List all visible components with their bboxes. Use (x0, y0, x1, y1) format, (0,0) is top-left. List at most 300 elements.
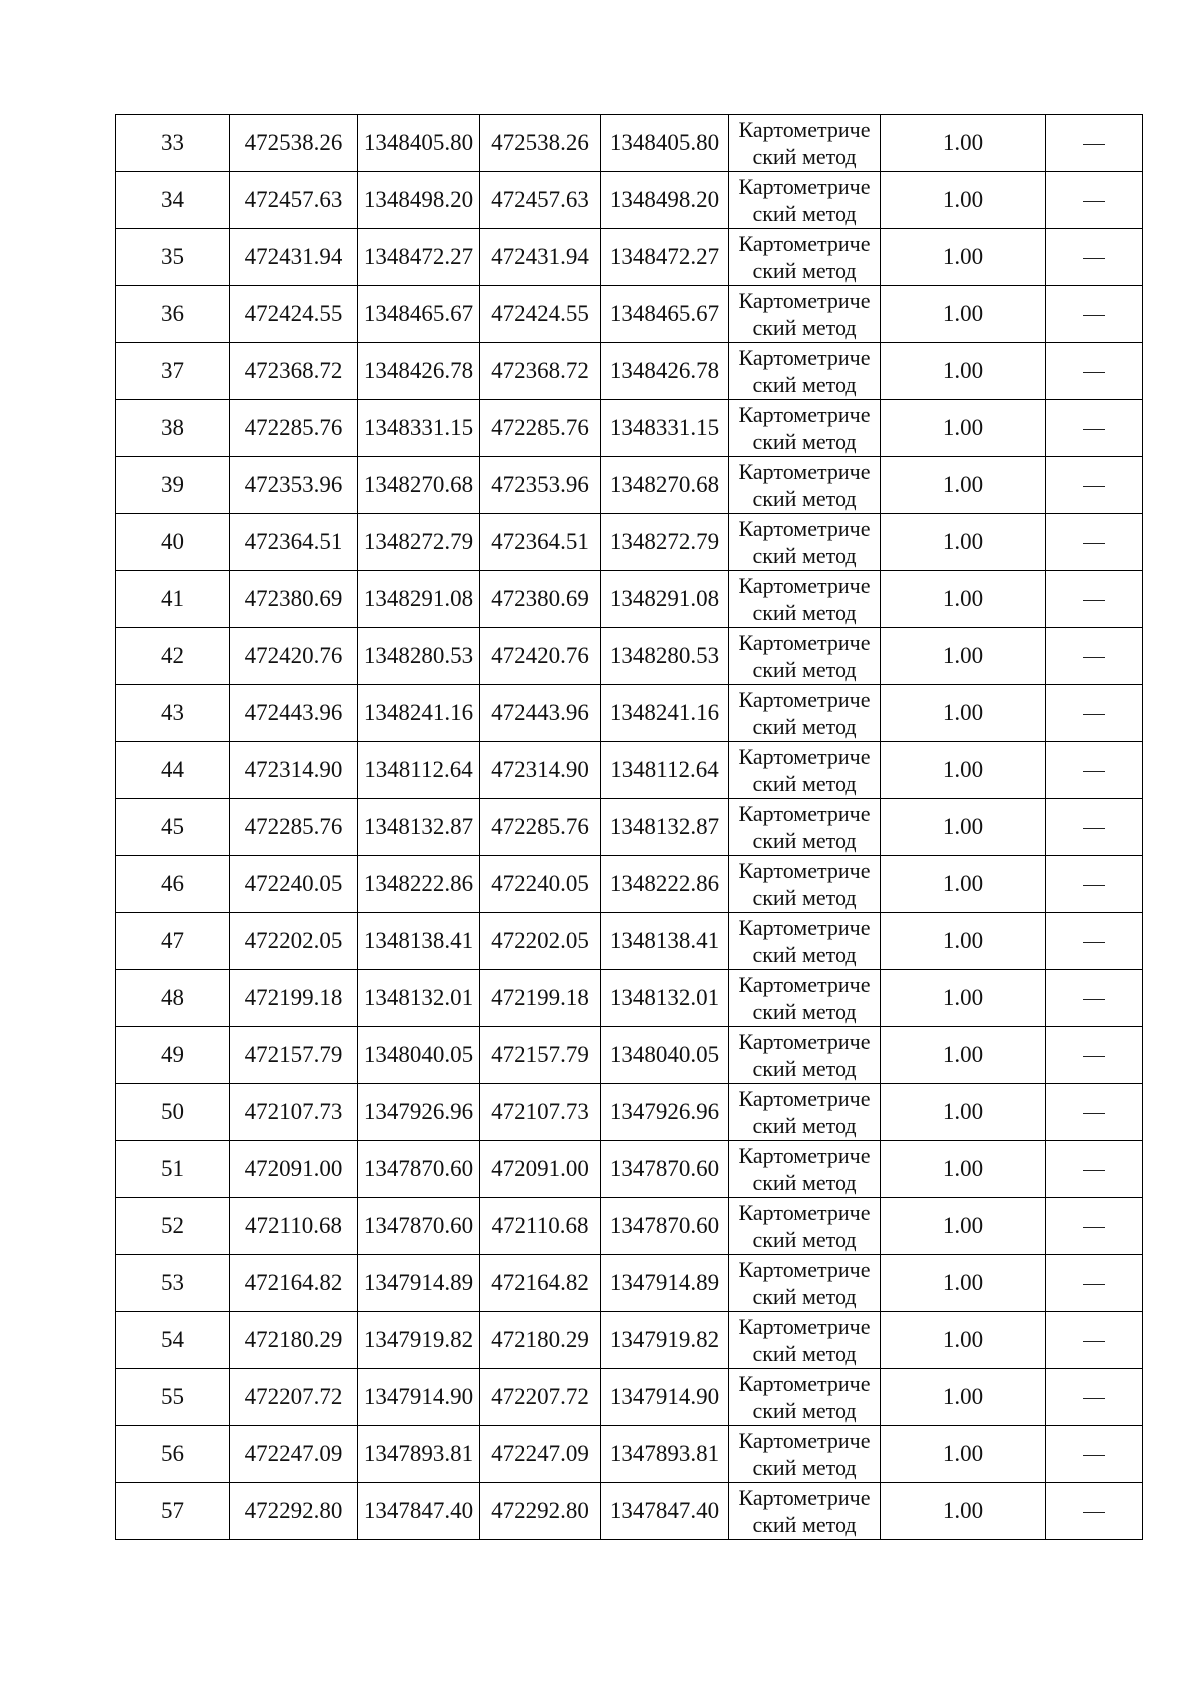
refined-y-cell: 1348112.64 (601, 742, 729, 799)
method-cell (729, 1255, 881, 1312)
method-line-2: ский метод (752, 1170, 857, 1195)
table-body (116, 115, 1143, 1540)
refined-y-cell: 1347914.90 (601, 1369, 729, 1426)
refined-y-cell: 1348132.87 (601, 799, 729, 856)
method-line-1: Картометриче (738, 801, 871, 826)
method-line-2: ский метод (752, 1056, 857, 1081)
method-line-1: Картометриче (738, 231, 871, 256)
method-cell (729, 1426, 881, 1483)
method-line-2: ский метод (752, 1512, 857, 1537)
accuracy-cell: 1.00 (881, 286, 1046, 343)
existing-y-cell: 1347870.60 (358, 1198, 480, 1255)
refined-x-cell: 472091.00 (480, 1141, 601, 1198)
existing-y-cell: 1348222.86 (358, 856, 480, 913)
method-line-1: Картометриче (738, 1143, 871, 1168)
dash-mark (1083, 1512, 1105, 1513)
method-line-2: ский метод (752, 1341, 857, 1366)
method-cell (729, 172, 881, 229)
method-line-1: Картометриче (738, 1371, 871, 1396)
accuracy-cell: 1.00 (881, 1027, 1046, 1084)
refined-x-cell: 472207.72 (480, 1369, 601, 1426)
description-cell (1046, 400, 1143, 457)
accuracy-cell: 1.00 (881, 1141, 1046, 1198)
existing-x-cell: 472314.90 (230, 742, 358, 799)
dash-mark (1083, 1170, 1105, 1171)
refined-x-cell: 472285.76 (480, 400, 601, 457)
method-cell (729, 1312, 881, 1369)
method-line-2: ский метод (752, 315, 857, 340)
description-cell (1046, 229, 1143, 286)
method-line-2: ский метод (752, 1284, 857, 1309)
table-row (116, 457, 1143, 514)
method-cell (729, 1084, 881, 1141)
existing-y-cell: 1348241.16 (358, 685, 480, 742)
existing-y-cell: 1348112.64 (358, 742, 480, 799)
dash-mark (1083, 372, 1105, 373)
table-row (116, 571, 1143, 628)
accuracy-cell: 1.00 (881, 1426, 1046, 1483)
method-line-1: Картометриче (738, 858, 871, 883)
refined-x-cell: 472180.29 (480, 1312, 601, 1369)
method-line-2: ский метод (752, 486, 857, 511)
existing-x-cell: 472157.79 (230, 1027, 358, 1084)
accuracy-cell: 1.00 (881, 400, 1046, 457)
method-line-2: ский метод (752, 657, 857, 682)
refined-y-cell: 1347870.60 (601, 1141, 729, 1198)
refined-x-cell: 472420.76 (480, 628, 601, 685)
table-row (116, 1027, 1143, 1084)
description-cell (1046, 1084, 1143, 1141)
point-number-cell: 34 (116, 172, 230, 229)
method-line-1: Картометриче (738, 630, 871, 655)
method-cell (729, 286, 881, 343)
existing-y-cell: 1348472.27 (358, 229, 480, 286)
dash-mark (1083, 885, 1105, 886)
existing-x-cell: 472285.76 (230, 400, 358, 457)
dash-mark (1083, 144, 1105, 145)
existing-x-cell: 472292.80 (230, 1483, 358, 1540)
existing-y-cell: 1348272.79 (358, 514, 480, 571)
refined-y-cell: 1348280.53 (601, 628, 729, 685)
accuracy-cell: 1.00 (881, 970, 1046, 1027)
method-cell (729, 115, 881, 172)
description-cell (1046, 457, 1143, 514)
table-row (116, 913, 1143, 970)
refined-x-cell: 472431.94 (480, 229, 601, 286)
table-row (116, 1255, 1143, 1312)
point-number-cell: 37 (116, 343, 230, 400)
method-line-2: ский метод (752, 600, 857, 625)
existing-x-cell: 472110.68 (230, 1198, 358, 1255)
method-line-1: Картометриче (738, 1086, 871, 1111)
method-cell (729, 457, 881, 514)
point-number-cell: 43 (116, 685, 230, 742)
method-line-2: ский метод (752, 771, 857, 796)
existing-x-cell: 472424.55 (230, 286, 358, 343)
dash-mark (1083, 315, 1105, 316)
dash-mark (1083, 1056, 1105, 1057)
dash-mark (1083, 771, 1105, 772)
refined-y-cell: 1348138.41 (601, 913, 729, 970)
existing-y-cell: 1347919.82 (358, 1312, 480, 1369)
refined-y-cell: 1348040.05 (601, 1027, 729, 1084)
existing-x-cell: 472380.69 (230, 571, 358, 628)
method-cell (729, 685, 881, 742)
method-line-2: ский метод (752, 1227, 857, 1252)
refined-x-cell: 472110.68 (480, 1198, 601, 1255)
point-number-cell: 46 (116, 856, 230, 913)
accuracy-cell: 1.00 (881, 628, 1046, 685)
refined-y-cell: 1347926.96 (601, 1084, 729, 1141)
refined-x-cell: 472380.69 (480, 571, 601, 628)
table-row (116, 799, 1143, 856)
description-cell (1046, 1255, 1143, 1312)
description-cell (1046, 1198, 1143, 1255)
refined-x-cell: 472424.55 (480, 286, 601, 343)
method-cell (729, 799, 881, 856)
dash-mark (1083, 486, 1105, 487)
description-cell (1046, 1141, 1143, 1198)
method-cell (729, 571, 881, 628)
refined-y-cell: 1347870.60 (601, 1198, 729, 1255)
table-row (116, 229, 1143, 286)
existing-y-cell: 1348280.53 (358, 628, 480, 685)
description-cell (1046, 913, 1143, 970)
table-row (116, 115, 1143, 172)
table-row (116, 286, 1143, 343)
method-line-2: ский метод (752, 372, 857, 397)
accuracy-cell: 1.00 (881, 1255, 1046, 1312)
table-row (116, 1198, 1143, 1255)
existing-x-cell: 472457.63 (230, 172, 358, 229)
accuracy-cell: 1.00 (881, 343, 1046, 400)
point-number-cell: 57 (116, 1483, 230, 1540)
method-line-1: Картометриче (738, 915, 871, 940)
existing-x-cell: 472164.82 (230, 1255, 358, 1312)
method-line-1: Картометриче (738, 744, 871, 769)
refined-y-cell: 1348498.20 (601, 172, 729, 229)
existing-y-cell: 1348498.20 (358, 172, 480, 229)
description-cell (1046, 742, 1143, 799)
refined-x-cell: 472199.18 (480, 970, 601, 1027)
method-line-2: ский метод (752, 258, 857, 283)
table-row (116, 685, 1143, 742)
method-cell (729, 856, 881, 913)
method-cell (729, 1483, 881, 1540)
method-line-2: ский метод (752, 543, 857, 568)
method-line-1: Картометриче (738, 972, 871, 997)
point-number-cell: 33 (116, 115, 230, 172)
method-line-2: ский метод (752, 201, 857, 226)
refined-y-cell: 1348270.68 (601, 457, 729, 514)
existing-x-cell: 472199.18 (230, 970, 358, 1027)
table-row (116, 1084, 1143, 1141)
point-number-cell: 49 (116, 1027, 230, 1084)
point-number-cell: 42 (116, 628, 230, 685)
existing-y-cell: 1348465.67 (358, 286, 480, 343)
method-line-1: Картометриче (738, 459, 871, 484)
point-number-cell: 55 (116, 1369, 230, 1426)
refined-x-cell: 472107.73 (480, 1084, 601, 1141)
point-number-cell: 50 (116, 1084, 230, 1141)
dash-mark (1083, 1227, 1105, 1228)
dash-mark (1083, 429, 1105, 430)
point-number-cell: 51 (116, 1141, 230, 1198)
refined-y-cell: 1347919.82 (601, 1312, 729, 1369)
method-line-1: Картометриче (738, 345, 871, 370)
accuracy-cell: 1.00 (881, 229, 1046, 286)
refined-y-cell: 1348331.15 (601, 400, 729, 457)
accuracy-cell: 1.00 (881, 172, 1046, 229)
refined-x-cell: 472202.05 (480, 913, 601, 970)
dash-mark (1083, 942, 1105, 943)
description-cell (1046, 1027, 1143, 1084)
dash-mark (1083, 1398, 1105, 1399)
method-line-1: Картометриче (738, 174, 871, 199)
point-number-cell: 44 (116, 742, 230, 799)
method-line-1: Картометриче (738, 1428, 871, 1453)
point-number-cell: 52 (116, 1198, 230, 1255)
method-cell (729, 1369, 881, 1426)
method-line-1: Картометриче (738, 516, 871, 541)
description-cell (1046, 571, 1143, 628)
description-cell (1046, 970, 1143, 1027)
accuracy-cell: 1.00 (881, 1369, 1046, 1426)
existing-y-cell: 1347914.90 (358, 1369, 480, 1426)
table-row (116, 628, 1143, 685)
accuracy-cell: 1.00 (881, 742, 1046, 799)
method-line-1: Картометриче (738, 1200, 871, 1225)
refined-x-cell: 472157.79 (480, 1027, 601, 1084)
refined-y-cell: 1348132.01 (601, 970, 729, 1027)
refined-y-cell: 1347914.89 (601, 1255, 729, 1312)
description-cell (1046, 856, 1143, 913)
method-cell (729, 628, 881, 685)
table-row (116, 1369, 1143, 1426)
refined-y-cell: 1347847.40 (601, 1483, 729, 1540)
existing-x-cell: 472538.26 (230, 115, 358, 172)
method-line-2: ский метод (752, 429, 857, 454)
point-number-cell: 45 (116, 799, 230, 856)
refined-x-cell: 472247.09 (480, 1426, 601, 1483)
description-cell (1046, 172, 1143, 229)
existing-x-cell: 472180.29 (230, 1312, 358, 1369)
table-row (116, 172, 1143, 229)
refined-x-cell: 472443.96 (480, 685, 601, 742)
dash-mark (1083, 1113, 1105, 1114)
point-number-cell: 54 (116, 1312, 230, 1369)
description-cell (1046, 1426, 1143, 1483)
method-line-2: ский метод (752, 828, 857, 853)
table-row (116, 742, 1143, 799)
accuracy-cell: 1.00 (881, 685, 1046, 742)
method-line-2: ский метод (752, 885, 857, 910)
existing-y-cell: 1347914.89 (358, 1255, 480, 1312)
dash-mark (1083, 600, 1105, 601)
existing-y-cell: 1348291.08 (358, 571, 480, 628)
existing-y-cell: 1348331.15 (358, 400, 480, 457)
existing-x-cell: 472443.96 (230, 685, 358, 742)
existing-y-cell: 1348405.80 (358, 115, 480, 172)
accuracy-cell: 1.00 (881, 1198, 1046, 1255)
existing-y-cell: 1348270.68 (358, 457, 480, 514)
method-cell (729, 913, 881, 970)
method-cell (729, 229, 881, 286)
refined-y-cell: 1348241.16 (601, 685, 729, 742)
table-row (116, 343, 1143, 400)
table-row (116, 856, 1143, 913)
existing-y-cell: 1348138.41 (358, 913, 480, 970)
point-number-cell: 39 (116, 457, 230, 514)
description-cell (1046, 286, 1143, 343)
table-row (116, 1141, 1143, 1198)
accuracy-cell: 1.00 (881, 457, 1046, 514)
method-line-2: ский метод (752, 144, 857, 169)
coordinates-table (115, 114, 1143, 1540)
refined-x-cell: 472538.26 (480, 115, 601, 172)
existing-x-cell: 472364.51 (230, 514, 358, 571)
point-number-cell: 35 (116, 229, 230, 286)
method-line-1: Картометриче (738, 1314, 871, 1339)
existing-y-cell: 1347893.81 (358, 1426, 480, 1483)
existing-y-cell: 1348132.01 (358, 970, 480, 1027)
existing-y-cell: 1347926.96 (358, 1084, 480, 1141)
table-row (116, 1312, 1143, 1369)
method-line-2: ский метод (752, 1398, 857, 1423)
method-line-1: Картометриче (738, 288, 871, 313)
existing-x-cell: 472240.05 (230, 856, 358, 913)
accuracy-cell: 1.00 (881, 571, 1046, 628)
point-number-cell: 41 (116, 571, 230, 628)
method-line-2: ский метод (752, 1455, 857, 1480)
table-row (116, 514, 1143, 571)
method-line-2: ский метод (752, 714, 857, 739)
method-line-1: Картометриче (738, 1485, 871, 1510)
method-line-1: Картометриче (738, 573, 871, 598)
description-cell (1046, 685, 1143, 742)
method-cell (729, 514, 881, 571)
point-number-cell: 47 (116, 913, 230, 970)
existing-x-cell: 472091.00 (230, 1141, 358, 1198)
description-cell (1046, 1483, 1143, 1540)
accuracy-cell: 1.00 (881, 514, 1046, 571)
description-cell (1046, 343, 1143, 400)
accuracy-cell: 1.00 (881, 1483, 1046, 1540)
existing-x-cell: 472107.73 (230, 1084, 358, 1141)
method-line-2: ский метод (752, 1113, 857, 1138)
dash-mark (1083, 543, 1105, 544)
method-line-1: Картометриче (738, 1029, 871, 1054)
method-line-1: Картометриче (738, 1257, 871, 1282)
method-cell (729, 343, 881, 400)
refined-x-cell: 472457.63 (480, 172, 601, 229)
existing-y-cell: 1348040.05 (358, 1027, 480, 1084)
refined-x-cell: 472292.80 (480, 1483, 601, 1540)
point-number-cell: 56 (116, 1426, 230, 1483)
refined-y-cell: 1348426.78 (601, 343, 729, 400)
dash-mark (1083, 999, 1105, 1000)
refined-x-cell: 472240.05 (480, 856, 601, 913)
method-line-1: Картометриче (738, 687, 871, 712)
existing-y-cell: 1348132.87 (358, 799, 480, 856)
refined-x-cell: 472164.82 (480, 1255, 601, 1312)
point-number-cell: 40 (116, 514, 230, 571)
existing-x-cell: 472368.72 (230, 343, 358, 400)
method-cell (729, 400, 881, 457)
existing-y-cell: 1347847.40 (358, 1483, 480, 1540)
dash-mark (1083, 1455, 1105, 1456)
existing-x-cell: 472420.76 (230, 628, 358, 685)
refined-y-cell: 1348465.67 (601, 286, 729, 343)
description-cell (1046, 628, 1143, 685)
dash-mark (1083, 714, 1105, 715)
existing-x-cell: 472202.05 (230, 913, 358, 970)
description-cell (1046, 115, 1143, 172)
description-cell (1046, 1312, 1143, 1369)
dash-mark (1083, 201, 1105, 202)
point-number-cell: 36 (116, 286, 230, 343)
refined-y-cell: 1348222.86 (601, 856, 729, 913)
method-line-2: ский метод (752, 999, 857, 1024)
dash-mark (1083, 1341, 1105, 1342)
method-cell (729, 742, 881, 799)
refined-y-cell: 1348405.80 (601, 115, 729, 172)
point-number-cell: 48 (116, 970, 230, 1027)
accuracy-cell: 1.00 (881, 1084, 1046, 1141)
refined-y-cell: 1348472.27 (601, 229, 729, 286)
table-row (116, 1426, 1143, 1483)
refined-y-cell: 1348291.08 (601, 571, 729, 628)
method-cell (729, 1198, 881, 1255)
method-cell (729, 1027, 881, 1084)
table-row (116, 1483, 1143, 1540)
point-number-cell: 38 (116, 400, 230, 457)
dash-mark (1083, 657, 1105, 658)
method-line-1: Картометриче (738, 402, 871, 427)
table-row (116, 970, 1143, 1027)
existing-x-cell: 472285.76 (230, 799, 358, 856)
description-cell (1046, 514, 1143, 571)
refined-x-cell: 472314.90 (480, 742, 601, 799)
accuracy-cell: 1.00 (881, 856, 1046, 913)
method-cell (729, 970, 881, 1027)
description-cell (1046, 799, 1143, 856)
existing-y-cell: 1348426.78 (358, 343, 480, 400)
dash-mark (1083, 258, 1105, 259)
dash-mark (1083, 1284, 1105, 1285)
method-line-2: ский метод (752, 942, 857, 967)
refined-x-cell: 472368.72 (480, 343, 601, 400)
refined-x-cell: 472364.51 (480, 514, 601, 571)
method-cell (729, 1141, 881, 1198)
dash-mark (1083, 828, 1105, 829)
refined-x-cell: 472285.76 (480, 799, 601, 856)
description-cell (1046, 1369, 1143, 1426)
accuracy-cell: 1.00 (881, 115, 1046, 172)
refined-y-cell: 1348272.79 (601, 514, 729, 571)
point-number-cell: 53 (116, 1255, 230, 1312)
table-row (116, 400, 1143, 457)
existing-x-cell: 472431.94 (230, 229, 358, 286)
existing-y-cell: 1347870.60 (358, 1141, 480, 1198)
refined-y-cell: 1347893.81 (601, 1426, 729, 1483)
refined-x-cell: 472353.96 (480, 457, 601, 514)
accuracy-cell: 1.00 (881, 913, 1046, 970)
method-line-1: Картометриче (738, 117, 871, 142)
accuracy-cell: 1.00 (881, 1312, 1046, 1369)
existing-x-cell: 472353.96 (230, 457, 358, 514)
existing-x-cell: 472247.09 (230, 1426, 358, 1483)
